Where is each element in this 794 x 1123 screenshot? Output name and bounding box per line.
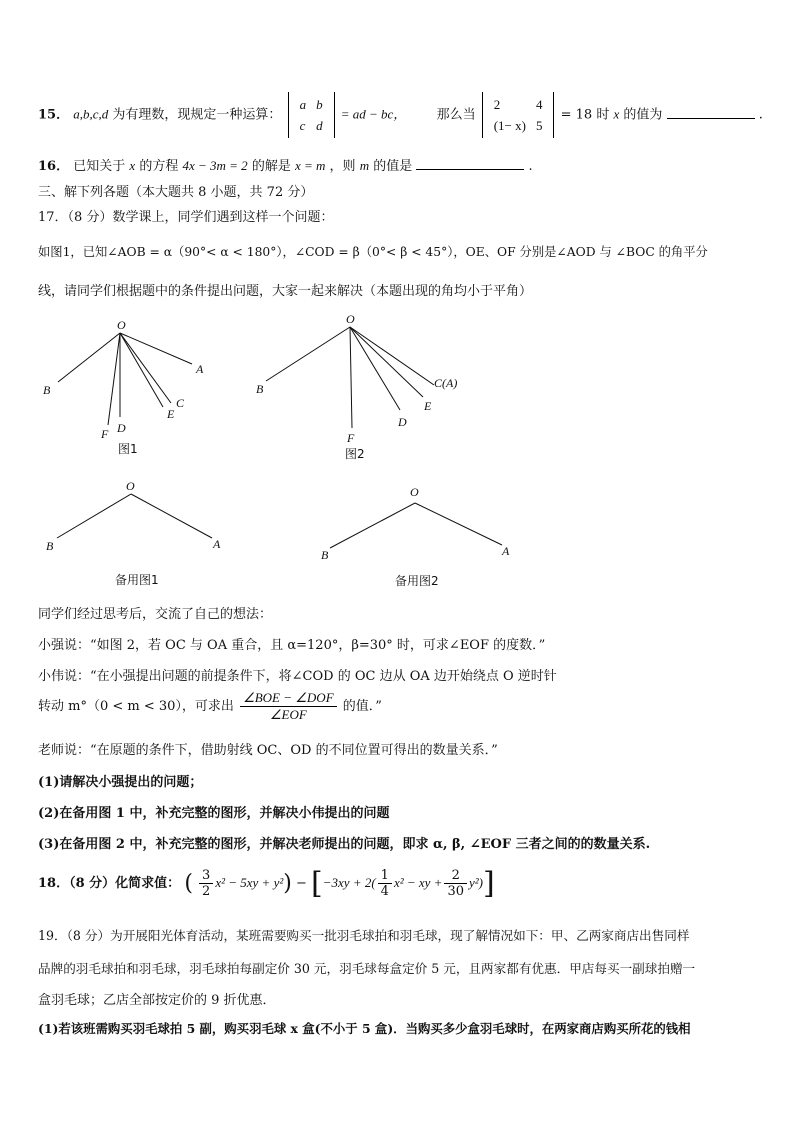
q15-end: . xyxy=(758,107,763,123)
q17-line1: 如图1，已知∠AOB = α（90°< α < 180°），∠COD = β（0°< β < 45°），OE、OF 分别是∠AOD 与 ∠BOC 的角平分 xyxy=(38,245,708,259)
q17-xw2-pre: 转动 m°（0 < m < 30），可求出 xyxy=(38,699,234,714)
q17-teacher: 老师说：“在原题的条件下，借助射线 OC、OD 的不同位置可得出的数量关系．” xyxy=(38,743,498,758)
figure-2 xyxy=(266,327,434,428)
question-18: 18．（8 分）化简求值： ( $\frac{3}{2}$ x² − 5xy + y²) − [−3xy + 2( $\frac{1}{4}$ x² − xy + $\frac{2}{30}$ y²)] xyxy=(38,866,495,901)
det2-c: (1− x) xyxy=(493,118,526,133)
q16-text5: 的值是 xyxy=(373,159,413,174)
q18-heading: 18．（8 分）化简求值： xyxy=(38,876,181,891)
q18-term-2: −3xy + 2( xyxy=(322,875,376,890)
q15-answer-blank[interactable] xyxy=(667,105,755,119)
q15-determinant-1 xyxy=(288,92,335,138)
question-15 xyxy=(38,92,763,138)
q19-line1: 19．（8 分）为开展阳光体育活动，某班需要购买一批羽毛球拍和羽毛球，现了解情况如下：甲、乙两家商店出售同样 xyxy=(38,928,690,943)
spare1-caption: 备用图1 xyxy=(115,573,159,587)
spare1-label-B: B xyxy=(46,539,54,553)
q19-line4: (1)若该班需购买羽毛球拍 5 副，购买羽毛球 x 盒(不小于 5 盒)．当购买多少盒羽毛球时，在两家商店购买所花的钱相 xyxy=(38,1021,691,1036)
spare1-label-A: A xyxy=(213,537,221,551)
q15-det1-rhs: = ad − bc， xyxy=(340,106,407,122)
q17-fraction-num: ∠BOE − ∠DOF xyxy=(240,690,337,707)
q15-text1: 为有理数，现规定一种运算： xyxy=(112,107,282,123)
q17-xiaowei-1: 小伟说：“在小强提出问题的前提条件下，将∠COD 的 OC 边从 OA 边开始绕点 O 逆时针 xyxy=(38,669,557,684)
fig1-label-F: F xyxy=(101,427,109,441)
q18-frac2-den: 4 xyxy=(380,884,389,899)
q18-frac-1 xyxy=(199,868,213,899)
q15-text2: 那么当 xyxy=(436,107,476,123)
q17-line2: 线，请同学们根据题中的条件提出问题，大家一起来解决（本题出现的角均小于平角） xyxy=(38,284,533,299)
q17-fraction-den: ∠EOF xyxy=(269,707,307,722)
fig2-label-O: O xyxy=(346,312,355,326)
fig1-label-D: D xyxy=(117,421,126,435)
fig1-label-A: A xyxy=(196,362,204,376)
q16-text2: 的方程 xyxy=(139,159,179,174)
q15-vars: a,b,c,d xyxy=(73,106,109,122)
fig2-label-E: E xyxy=(424,399,432,413)
q15-det2-rhs: = 18 xyxy=(560,107,593,123)
fig1-label-B: B xyxy=(43,383,51,397)
q17-xiaowei-2 xyxy=(38,690,382,723)
fig2-label-D: D xyxy=(398,415,407,429)
spare2-label-A: A xyxy=(502,544,510,558)
q19-line3: 盒羽毛球；乙店全部按定价的 9 折优惠． xyxy=(38,993,276,1008)
q18-frac3-num: 2 xyxy=(444,868,467,884)
q15-number: 15． xyxy=(38,107,70,123)
fig2-label-CA: C(A) xyxy=(434,376,458,390)
spare2-label-B: B xyxy=(321,548,329,562)
det1-a: a xyxy=(299,97,307,112)
q16-x: x xyxy=(129,158,136,173)
q16-m: m xyxy=(359,158,370,173)
q18-frac1-num: 3 xyxy=(199,868,213,884)
q18-term-3: x² − xy + xyxy=(393,875,443,890)
q15-determinant-2 xyxy=(482,92,555,138)
q18-term-1: x² − 5xy + y² xyxy=(215,875,284,890)
section-3-heading: 三、解下列各题（本大题共 8 小题，共 72 分） xyxy=(38,185,314,200)
question-16 xyxy=(38,155,533,174)
q16-text1: 已知关于 xyxy=(73,159,126,174)
q17-heading: 17．（8 分）数学课上，同学们遇到这样一个问题： xyxy=(38,210,334,225)
q18-frac3-den: 30 xyxy=(447,884,465,899)
spare-figure-2 xyxy=(330,503,502,548)
q17-part-2: (2)在备用图 1 中，补充完整的图形，并解决小伟提出的问题 xyxy=(38,806,390,821)
q17-figures xyxy=(0,300,794,600)
fig1-label-O: O xyxy=(117,318,126,332)
q17-fraction xyxy=(240,690,337,723)
fig1-label-E: E xyxy=(167,407,175,421)
q16-equation: 4x − 3m = 2 xyxy=(182,158,248,173)
q16-end: . xyxy=(528,159,533,174)
q15-text3: 时 xyxy=(596,107,610,123)
q15-text4: 的值为 xyxy=(623,107,663,123)
fig1-caption: 图1 xyxy=(118,442,138,456)
fig2-label-F: F xyxy=(347,431,355,445)
det1-b: b xyxy=(316,97,323,112)
q18-term-4: y²) xyxy=(469,875,484,890)
q17-part-3: (3)在备用图 2 中，补充完整的图形，并解决老师提出的问题，即求 α, β, ∠EOF 三者之间的的数量关系. xyxy=(38,837,651,852)
spare2-label-O: O xyxy=(410,485,419,499)
q17-xiaoqiang: 小强说：“如图 2，若 OC 与 OA 重合，且 α=120°，β=30° 时，可求∠EOF 的度数．” xyxy=(38,638,546,653)
det2-a: 2 xyxy=(493,97,501,112)
det2-b: 4 xyxy=(535,97,543,112)
q18-frac1-den: 2 xyxy=(202,884,211,899)
det2-d: 5 xyxy=(535,118,543,133)
q16-solution: x = m xyxy=(294,158,326,173)
spare2-caption: 备用图2 xyxy=(395,574,439,588)
spare-figure-1 xyxy=(57,494,212,538)
fig1-label-C: C xyxy=(176,396,185,410)
q18-frac2-num: 1 xyxy=(378,868,392,884)
spare1-label-O: O xyxy=(126,479,135,493)
q17-after: 同学们经过思考后，交流了自己的想法： xyxy=(38,607,273,622)
q16-number: 16． xyxy=(38,159,70,174)
q18-frac-3 xyxy=(444,868,467,899)
q16-text4: ，则 xyxy=(329,159,356,174)
q17-xw2-post: 的值．” xyxy=(342,699,382,714)
q15-x: x xyxy=(613,106,620,122)
det1-c: c xyxy=(299,118,306,133)
det1-d: d xyxy=(316,118,323,133)
q17-part-1: (1)请解决小强提出的问题； xyxy=(38,775,203,790)
fig2-label-B: B xyxy=(256,382,264,396)
fig2-caption: 图2 xyxy=(345,447,365,461)
q19-line2: 品牌的羽毛球拍和羽毛球，羽毛球拍每副定价 30 元，羽毛球每盒定价 5 元，且两家都有优惠．甲店每买一副球拍赠一 xyxy=(38,961,696,976)
q16-text3: 的解是 xyxy=(251,159,291,174)
q16-answer-blank[interactable] xyxy=(416,156,524,170)
q18-frac-2 xyxy=(378,868,392,899)
